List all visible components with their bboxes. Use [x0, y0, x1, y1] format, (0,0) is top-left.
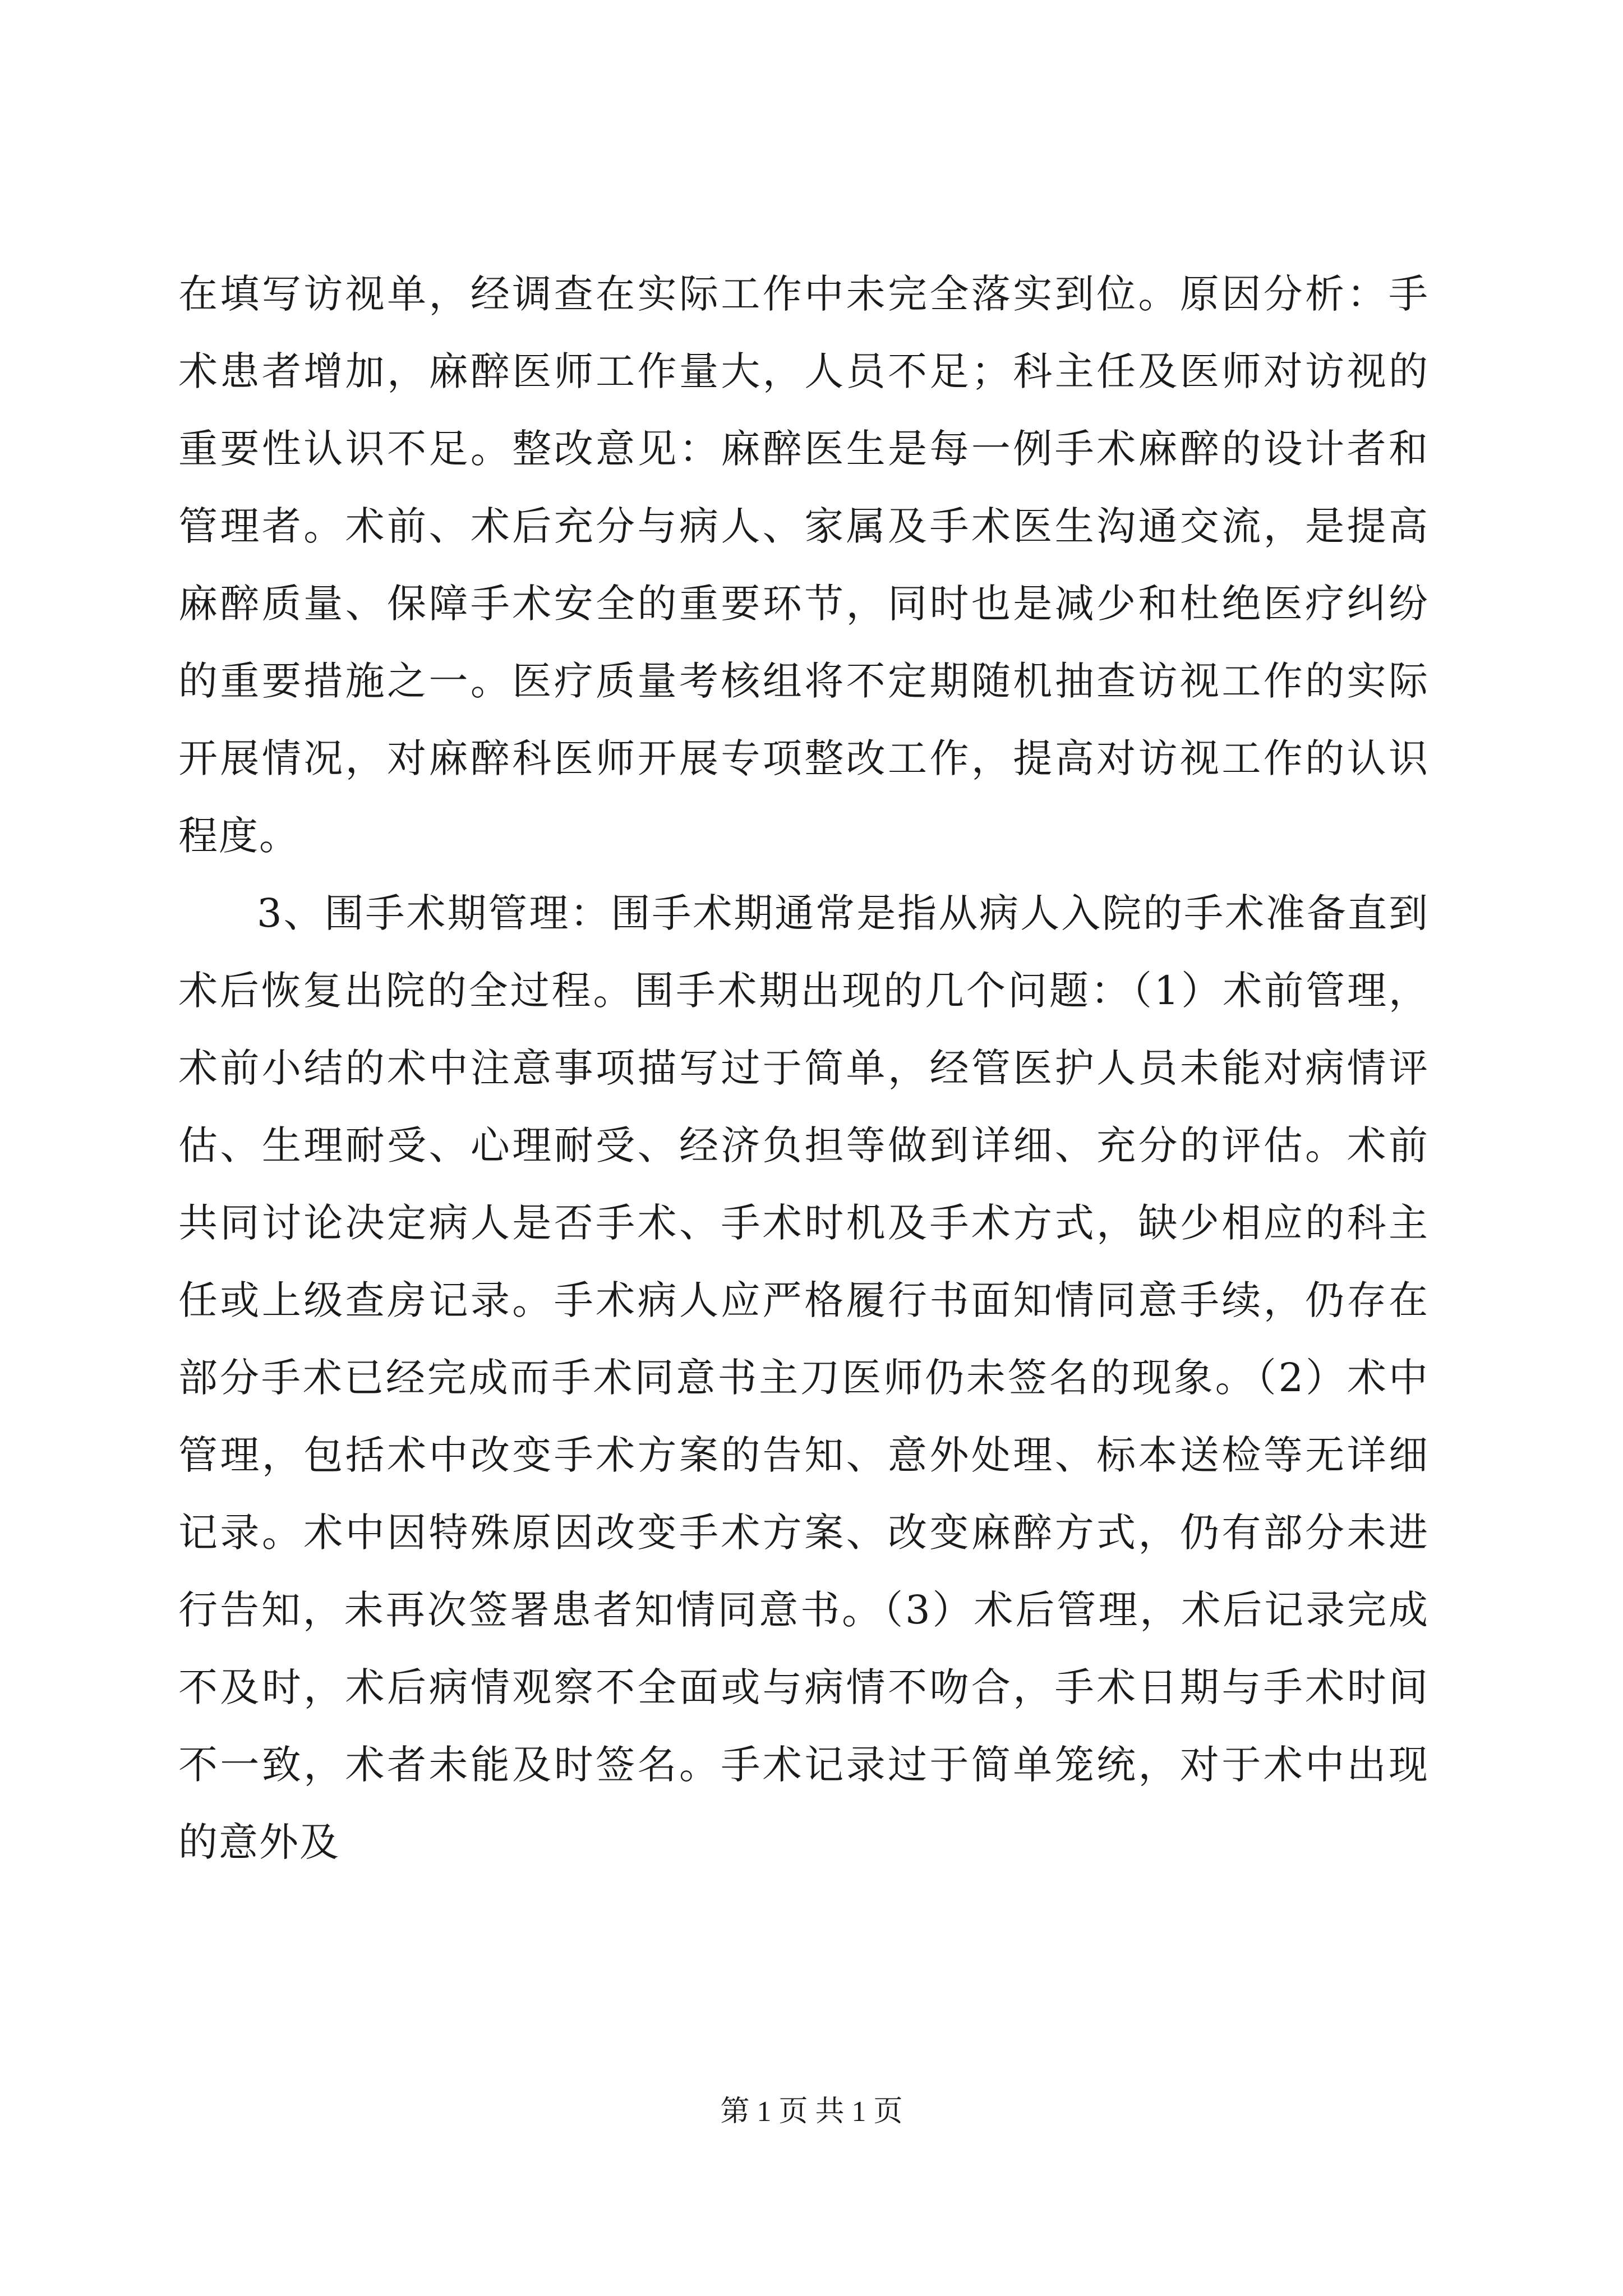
- page-number-footer: 第 1 页 共 1 页: [720, 2096, 903, 2128]
- paragraph-perioperative-management: 3、围手术期管理：围手术期通常是指从病人入院的手术准备直到术后恢复出院的全过程。围手术期出现的几个问题：（1）术前管理，术前小结的术中注意事项描写过于简单，经管医护人员未能对病情评估、生理耐受、心理耐受、经济负担等做到详细、充分的评估。术前共同讨论决定病人是否手术、手术时机及手术方式，缺少相应的科主任或上级查房记录。手术病人应严格履行书面知情同意手续，仍存在部分手术已经完成而手术同意书主刀医师仍未签名的现象。（2）术中管理，包括术中改变手术方案的告知、意外处理、标本送检等无详细记录。术中因特殊原因改变手术方案、改变麻醉方式，仍有部分未进行告知，未再次签署患者知情同意书。（3）术后管理，术后记录完成不及时，术后病情观察不全面或与病情不吻合，手术日期与手术时间不一致，术者未能及时签名。手术记录过于简单笼统，对于术中出现的意外及: [178, 890, 1429, 1865]
- document-body: [178, 255, 1429, 1881]
- paragraph-visit-rectification: 在填写访视单，经调查在实际工作中未完全落实到位。原因分析：手术患者增加，麻醉医师工作量大，人员不足；科主任及医师对访视的重要性认识不足。整改意见：麻醉医生是每一例手术麻醉的设计者和管理者。术前、术后充分与病人、家属及手术医生沟通交流，是提高麻醉质量、保障手术安全的重要环节，同时也是减少和杜绝医疗纠纷的重要措施之一。医疗质量考核组将不定期随机抽查访视工作的实际开展情况，对麻醉科医师开展专项整改工作，提高对访视工作的认识程度。: [178, 271, 1429, 859]
